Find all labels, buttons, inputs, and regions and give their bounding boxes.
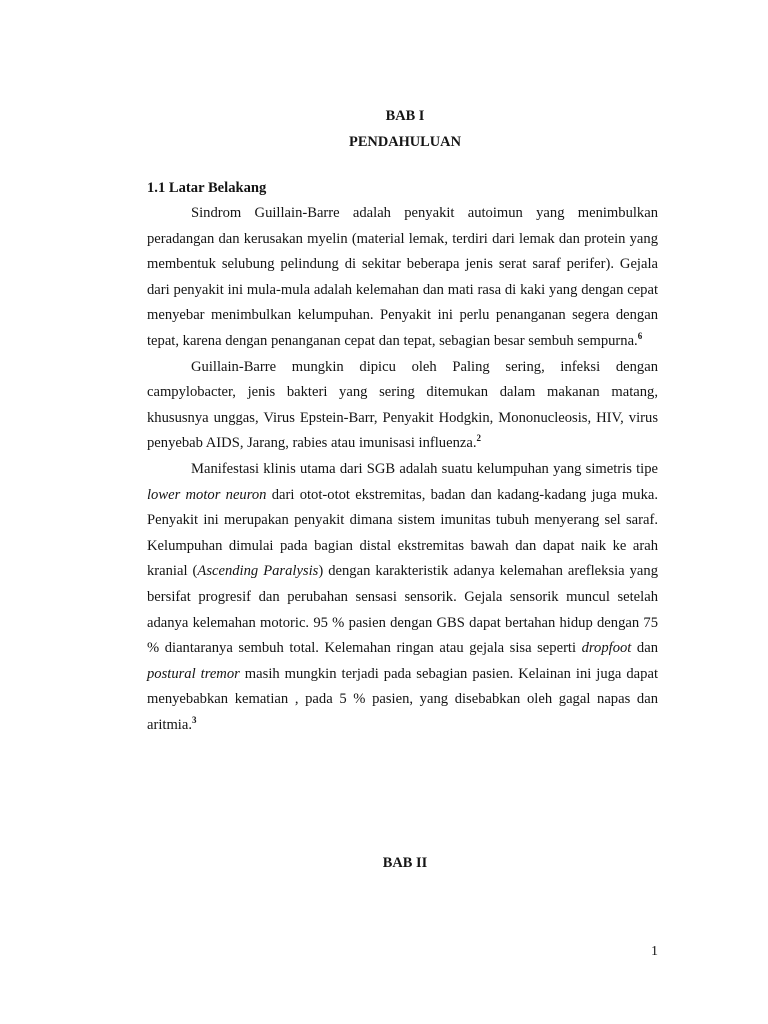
body-text xyxy=(147,201,658,738)
paragraph-3-text: dari otot-otot ekstremitas, badan dan kadang-kadang juga muka. Penyakit ini merupakan penyakit dimana sistem imunitas tubuh menyerang sel saraf. Kelumpuhan dimulai pada bagian distal ekstremitas bawah dan dapat naik ke arah kranial ( xyxy=(147,486,658,580)
citation-ref: 3 xyxy=(191,714,197,725)
citation-ref: 6 xyxy=(637,330,643,341)
paragraph-3-text: masih mungkin terjadi pada sebagian pasien. Kelainan ini juga dapat menyebabkan kematian , pada 5 % pasien, yang disebabkan oleh gagal napas dan aritmia. xyxy=(147,665,658,733)
chapter-heading xyxy=(0,103,768,155)
next-chapter-heading: BAB II xyxy=(382,855,428,871)
section-heading: 1.1 Latar Belakang xyxy=(147,180,267,196)
term-italic: lower motor neuron xyxy=(147,486,267,503)
paragraph-3 xyxy=(147,457,658,739)
term-italic: dropfoot xyxy=(581,640,632,657)
citation-ref: 2 xyxy=(476,433,481,444)
paragraph-2 xyxy=(147,355,658,457)
term-italic: postural tremor xyxy=(147,665,240,682)
paragraph-3-text: dan xyxy=(631,640,658,657)
paragraph-2-text: Guillain-Barre mungkin dipicu oleh Paling sering, infeksi dengan campylobacter, jenis bakteri yang sering ditemukan dalam makanan matang, khususnya unggas, Virus Epstein-Barr, Penyakit Hodgkin, Mononucleosis, HIV, virus penyebab AIDS, Jarang, rabies atau imunisasi influenza. xyxy=(147,358,658,452)
page-number: 1 xyxy=(651,944,658,959)
term-italic: Ascending Paralysis xyxy=(197,563,319,580)
paragraph-1-text: Sindrom Guillain-Barre adalah penyakit autoimun yang menimbulkan peradangan dan kerusakan myelin (material lemak, terdiri dari lemak dan protein yang membentuk selubung pelindung di sekitar beberapa jenis serat saraf perifer). Gejala dari penyakit ini mula-mula adalah kelemahan dan mati rasa di kaki yang dengan cepat menyebar menimbulkan kelumpuhan. Penyakit ini perlu penanganan segera dengan tepat, karena dengan penanganan cepat dan tepat, sebagian besar sembuh sempurna. xyxy=(147,205,658,349)
paragraph-3-text: Manifestasi klinis utama dari SGB adalah suatu kelumpuhan yang simetris tipe xyxy=(191,460,658,477)
chapter-title: PENDAHULUAN xyxy=(349,134,461,150)
paragraph-3-text: ) dengan karakteristik adanya kelemahan arefleksia yang bersifat progresif dan perubahan sensasi sensorik. Gejala sensorik muncul setelah adanya kelemahan motoric. 95 % pasien dengan GBS dapat bertahan hidup dengan 75 % diantaranya sembuh total. Kelemahan ringan atau gejala sisa seperti xyxy=(147,563,659,657)
paragraph-1 xyxy=(147,201,658,355)
chapter-label: BAB I xyxy=(385,108,425,124)
